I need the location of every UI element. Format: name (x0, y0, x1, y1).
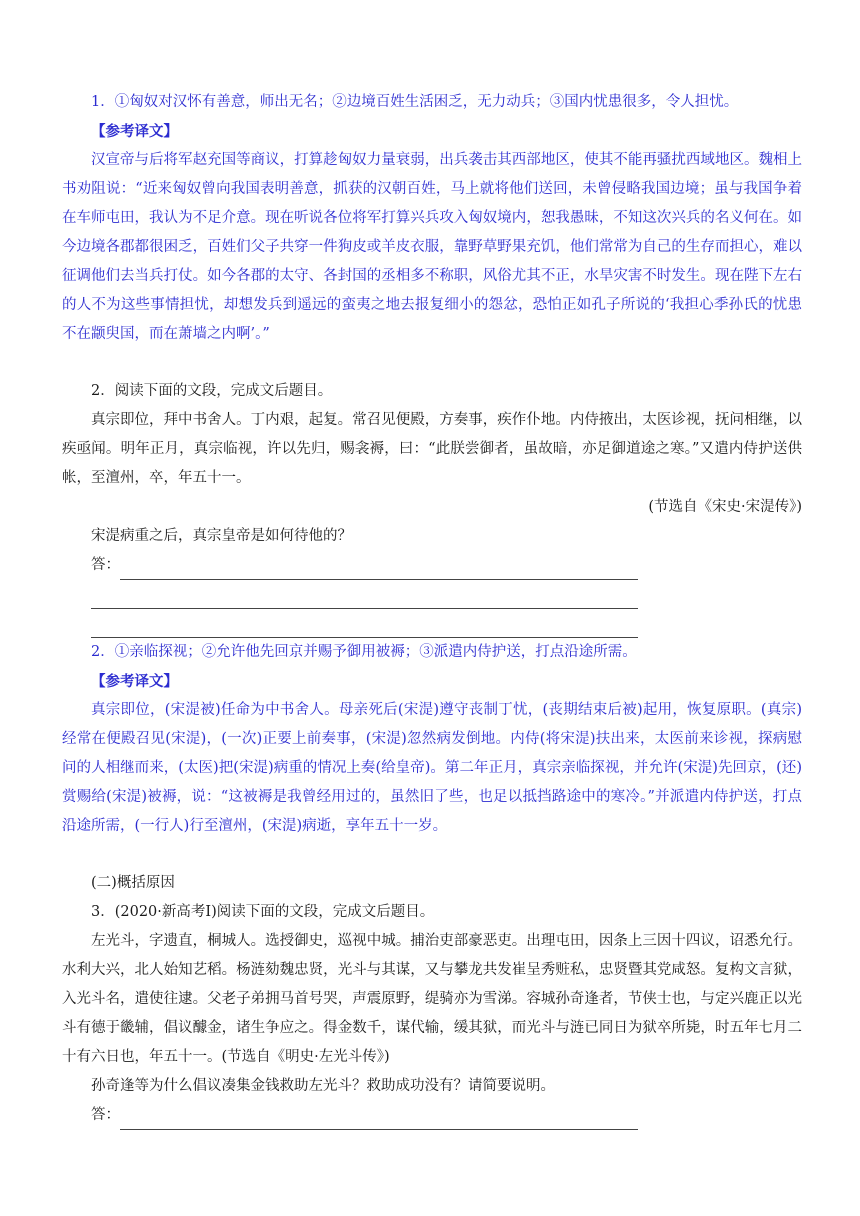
reference-translation-1: 汉宣帝与后将军赵充国等商议，打算趁匈奴力量衰弱，出兵袭击其西部地区，使其不能再骚扰西域地区。魏相上书劝阻说：“近来匈奴曾向我国表明善意，抓获的汉朝百姓，马上就将他们送回，未曾侵略我国边境；虽与我国争着在车师屯田，我认为不足介意。现在听说各位将军打算兴兵攻入匈奴境内，恕我愚昧，不知这次兴兵的名义何在。如今边境各郡都很困乏，百姓们父子共穿一件狗皮或羊皮衣服，靠野草野果充饥，他们常常为自己的生存而担心，难以征调他们去当兵打仗。如今各郡的太守、各封国的丞相多不称职，风俗尤其不正，水旱灾害不时发生。现在陛下左右的人不为这些事情担忧，却想发兵到遥远的蛮夷之地去报复细小的怨忿，恐怕正如孔子所说的‘我担心季孙氏的忧患不在颛臾国，而在萧墙之内啊’。” (62, 152, 802, 342)
question-2-source: (节选自《宋史·宋湜传》) (648, 499, 802, 515)
answer-line[interactable] (120, 1109, 638, 1130)
question-2-passage: 真宗即位，拜中书舍人。丁内艰，起复。常召见便殿，方奏事，疾作仆地。内侍掖出，太医诊视，抚问相继，以疾亟闻。明年正月，真宗临视，许以先归，赐衾褥，曰：“此朕尝御者，虽故暗，亦足御道途之寒。”又遣内侍护送供帐，至澶州，卒，年五十一。 (62, 412, 802, 486)
question-3-passage: 左光斗，字遗直，桐城人。选授御史，巡视中城。捕治吏部豪恶吏。出理屯田，因条上三因十四议，诏悉允行。水利大兴，北人始知艺稻。杨涟劾魏忠贤，光斗与其谋，又与攀龙共发崔呈秀赃私，忠贤暨其党咸怒。复构文言狱，入光斗名，遣使往逮。父老子弟拥马首号哭，声震原野，缇骑亦为雪涕。容城孙奇逢者，节侠士也，与定兴鹿正以光斗有德于畿辅，倡议醵金，诸生争应之。得金数千，谋代输，缓其狱，而光斗与涟已同日为狱卒所毙，时五年七月二十有六日也，年五十一。(节选自《明史·左光斗传》) (62, 933, 802, 1065)
answer-label: 答： (91, 557, 120, 573)
answer-line[interactable] (91, 588, 638, 609)
document-page (62, 88, 802, 1130)
question-2-prompt: 2．阅读下面的文段，完成文后题目。 (91, 383, 333, 399)
answer-line-row (62, 580, 802, 609)
question-3-prompt: 3．(2020·新高考Ⅰ)阅读下面的文段，完成文后题目。 (91, 904, 435, 920)
reference-translation-label-1: 【参考译文】 (91, 123, 178, 140)
reference-translation-2: 真宗即位，(宋湜被)任命为中书舍人。母亲死后(宋湜)遵守丧制丁忧，(丧期结束后被)起用，恢复原职。(真宗)经常在便殿召见(宋湜)，(一次)正要上前奏事，(宋湜)忽然病发倒地。内侍(将宋湜)扶出来，太医前来诊视，探病慰问的人相继而来，(太医)把(宋湜)病重的情况上奏(给皇帝)。第二年正月，真宗亲临探视，并允许(宋湜)先回京，(还)赏赐给(宋湜)被褥，说：“这被褥是我曾经用过的，虽然旧了些，也足以抵挡路途中的寒冷。”并派遣内侍护送，打点沿途所需，(一行人)行至澶州，(宋湜)病逝，享年五十一岁。 (62, 702, 802, 834)
answer-line-row (62, 609, 802, 638)
reference-translation-label-2: 【参考译文】 (91, 673, 178, 690)
answer-line[interactable] (91, 617, 638, 638)
answer-2: 2．①亲临探视；②允许他先回京并赐予御用被褥；③派遣内侍护送，打点沿途所需。 (91, 644, 637, 660)
answer-label: 答： (91, 1107, 120, 1123)
answer-line[interactable] (120, 559, 638, 580)
answer-line-row (62, 1101, 802, 1130)
answer-1: 1．①匈奴对汉怀有善意，师出无名；②边境百姓生活困乏，无力动兵；③国内忧患很多，令人担忧。 (91, 94, 739, 110)
section-heading: (二)概括原因 (91, 875, 175, 891)
question-2-question: 宋湜病重之后，真宗皇帝是如何待他的？ (91, 528, 352, 544)
answer-line-row (62, 551, 802, 580)
question-3-question: 孙奇逢等为什么倡议凑集金钱救助左光斗？救助成功没有？请简要说明。 (91, 1078, 555, 1094)
